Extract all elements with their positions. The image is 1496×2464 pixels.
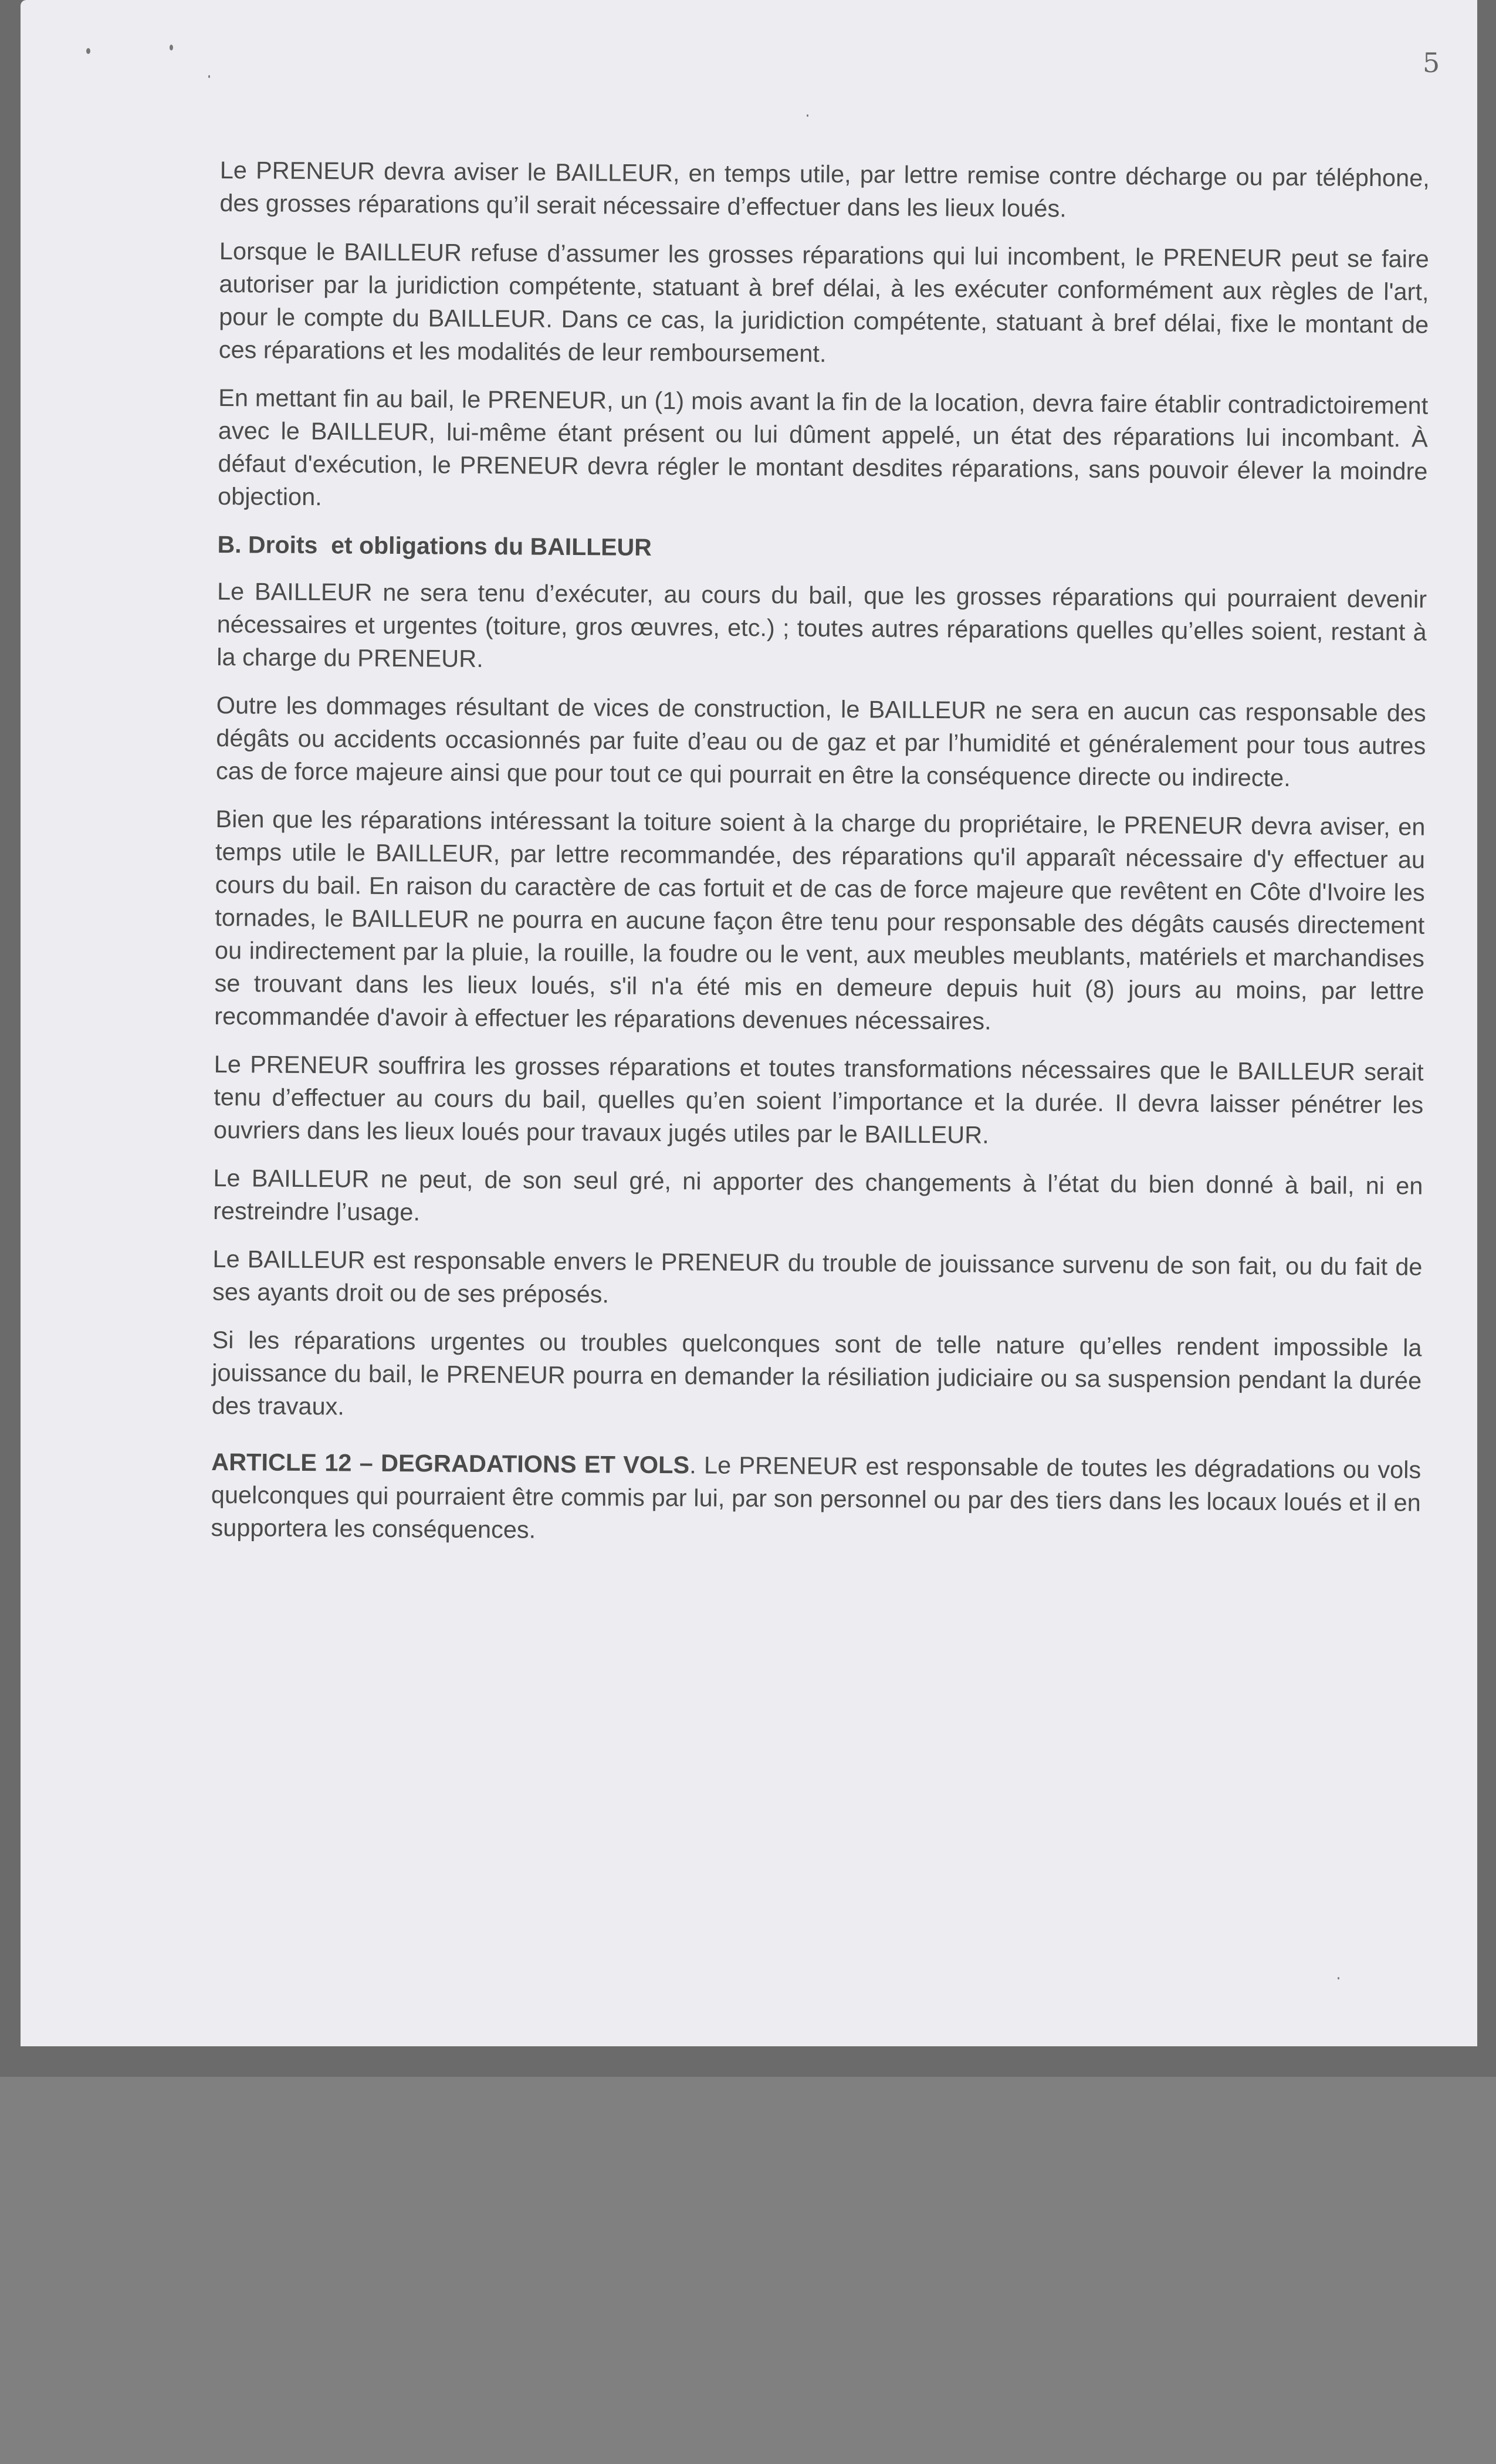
- document-body: [211, 154, 1430, 1568]
- paragraph-quiet-enjoyment: Le BAILLEUR est responsable envers le PRENEUR du trouble de jouissance survenu de son fait, ou du fait de ses ayants droit ou de ses préposés.: [212, 1244, 1423, 1308]
- paragraph-end-of-lease: En mettant fin au bail, le PRENEUR, un (1) mois avant la fin de la location, devra faire établir contradictoirement avec le BAILLEUR, lui-même étant présent ou lui dûment appelé, un état des réparations lui incombant. À défaut d'exécution, le PRENEUR devra régler le montant desdites réparations, sans pouvoir élever la moindre objection.: [217, 383, 1429, 511]
- page-number: 5: [1423, 47, 1440, 79]
- scan-speck: [208, 75, 210, 78]
- paragraph-bailleur-major-repairs: Le BAILLEUR ne sera tenu d’exécuter, au cours du bail, que les grosses réparations qui pourraient devenir nécessaires et urgentes (toiture, gros œuvres, etc.) ; toutes autres réparations quelles qu’elles soient, restant à la charge du PRENEUR.: [216, 577, 1427, 672]
- article-12-text: . Le PRENEUR est responsable de toutes les dégradations ou vols quelconques qui pourraient être commis par lui, par son personnel ou par des tiers dans les locaux loués et il en supportera les conséquences.: [211, 1451, 1421, 1544]
- paragraph-roof-repairs: Bien que les réparations intéressant la toiture soient à la charge du propriétaire, le PRENEUR devra aviser, en temps utile le BAILLEUR, par lettre recommandée, des réparations qu'il apparaît nécessaire d'y effectuer au cours du bail. En raison du caractère de cas fortuit et de cas de force majeure que revêtent en Côte d'Ivoire les tornades, le BAILLEUR ne pourra en aucune façon être tenu pour responsable des dégâts causés directement ou indirectement par la pluie, la rouille, la foudre ou le vent, aux meubles meublants, matériels et marchandises se trouvant dans les lieux loués, s'il n'a été mis en demeure depuis huit (8) jours au moins, par lettre recommandée d'avoir à effectuer les réparations devenues nécessaires.: [214, 804, 1426, 1035]
- paragraph-preneur-tolerates-works: Le PRENEUR souffrira les grosses réparations et toutes transformations nécessaires que le BAILLEUR serait tenu d’effectuer au cours du bail, quelles qu’en soient l’importance et la durée. Il devra laisser pénétrer les ouvriers dans les lieux loués pour travaux jugés utiles par le BAILLEUR.: [213, 1050, 1424, 1149]
- article-12-heading: ARTICLE 12 – DEGRADATIONS ET VOLS: [211, 1447, 690, 1479]
- paragraph-termination-suspension: Si les réparations urgentes ou troubles quelconques sont de telle nature qu’elles rendent impossible la jouissance du bail, le PRENEUR pourra en demander la résiliation judiciaire ou sa suspension pendant la durée des travaux.: [211, 1325, 1422, 1420]
- article-12: [211, 1446, 1421, 1552]
- section-heading-bailleur: B. Droits et obligations du BAILLEUR: [217, 530, 652, 561]
- scan-speck: [170, 45, 173, 50]
- paragraph-preneur-notice: Le PRENEUR devra aviser le BAILLEUR, en temps utile, par lettre remise contre décharge ou par téléphone, des grosses réparations qu’il serait nécessaire d’effectuer dans les lieux loués.: [219, 155, 1430, 222]
- scan-speck: [807, 114, 808, 117]
- scan-speck: [1338, 1977, 1339, 1979]
- paragraph-bailleur-refusal: Lorsque le BAILLEUR refuse d’assumer les grosses réparations qui lui incombent, le PRENEUR peut se faire autoriser par la juridiction compétente, statuant à bref délai, à les exécuter conformément aux règles de l'art, pour le compte du BAILLEUR. Dans ce cas, la juridiction compétente, statuant à bref délai, fixe le montant de ces réparations et les modalités de leur remboursement.: [218, 236, 1430, 367]
- document-page: [21, 0, 1477, 2046]
- paragraph-bailleur-liability-exclusion: Outre les dommages résultant de vices de construction, le BAILLEUR ne sera en aucun cas responsable des dégâts ou accidents occasionnés par fuite d’eau ou de gaz et par l’humidité et généralement pour tous autres cas de force majeure ainsi que pour tout ce qui pourrait en être la conséquence directe ou indirecte.: [215, 691, 1426, 792]
- scan-speck: [86, 48, 90, 54]
- paragraph-no-unilateral-changes: Le BAILLEUR ne peut, de son seul gré, ni apporter des changements à l’état du bien donné à bail, ni en restreindre l’usage.: [212, 1163, 1423, 1226]
